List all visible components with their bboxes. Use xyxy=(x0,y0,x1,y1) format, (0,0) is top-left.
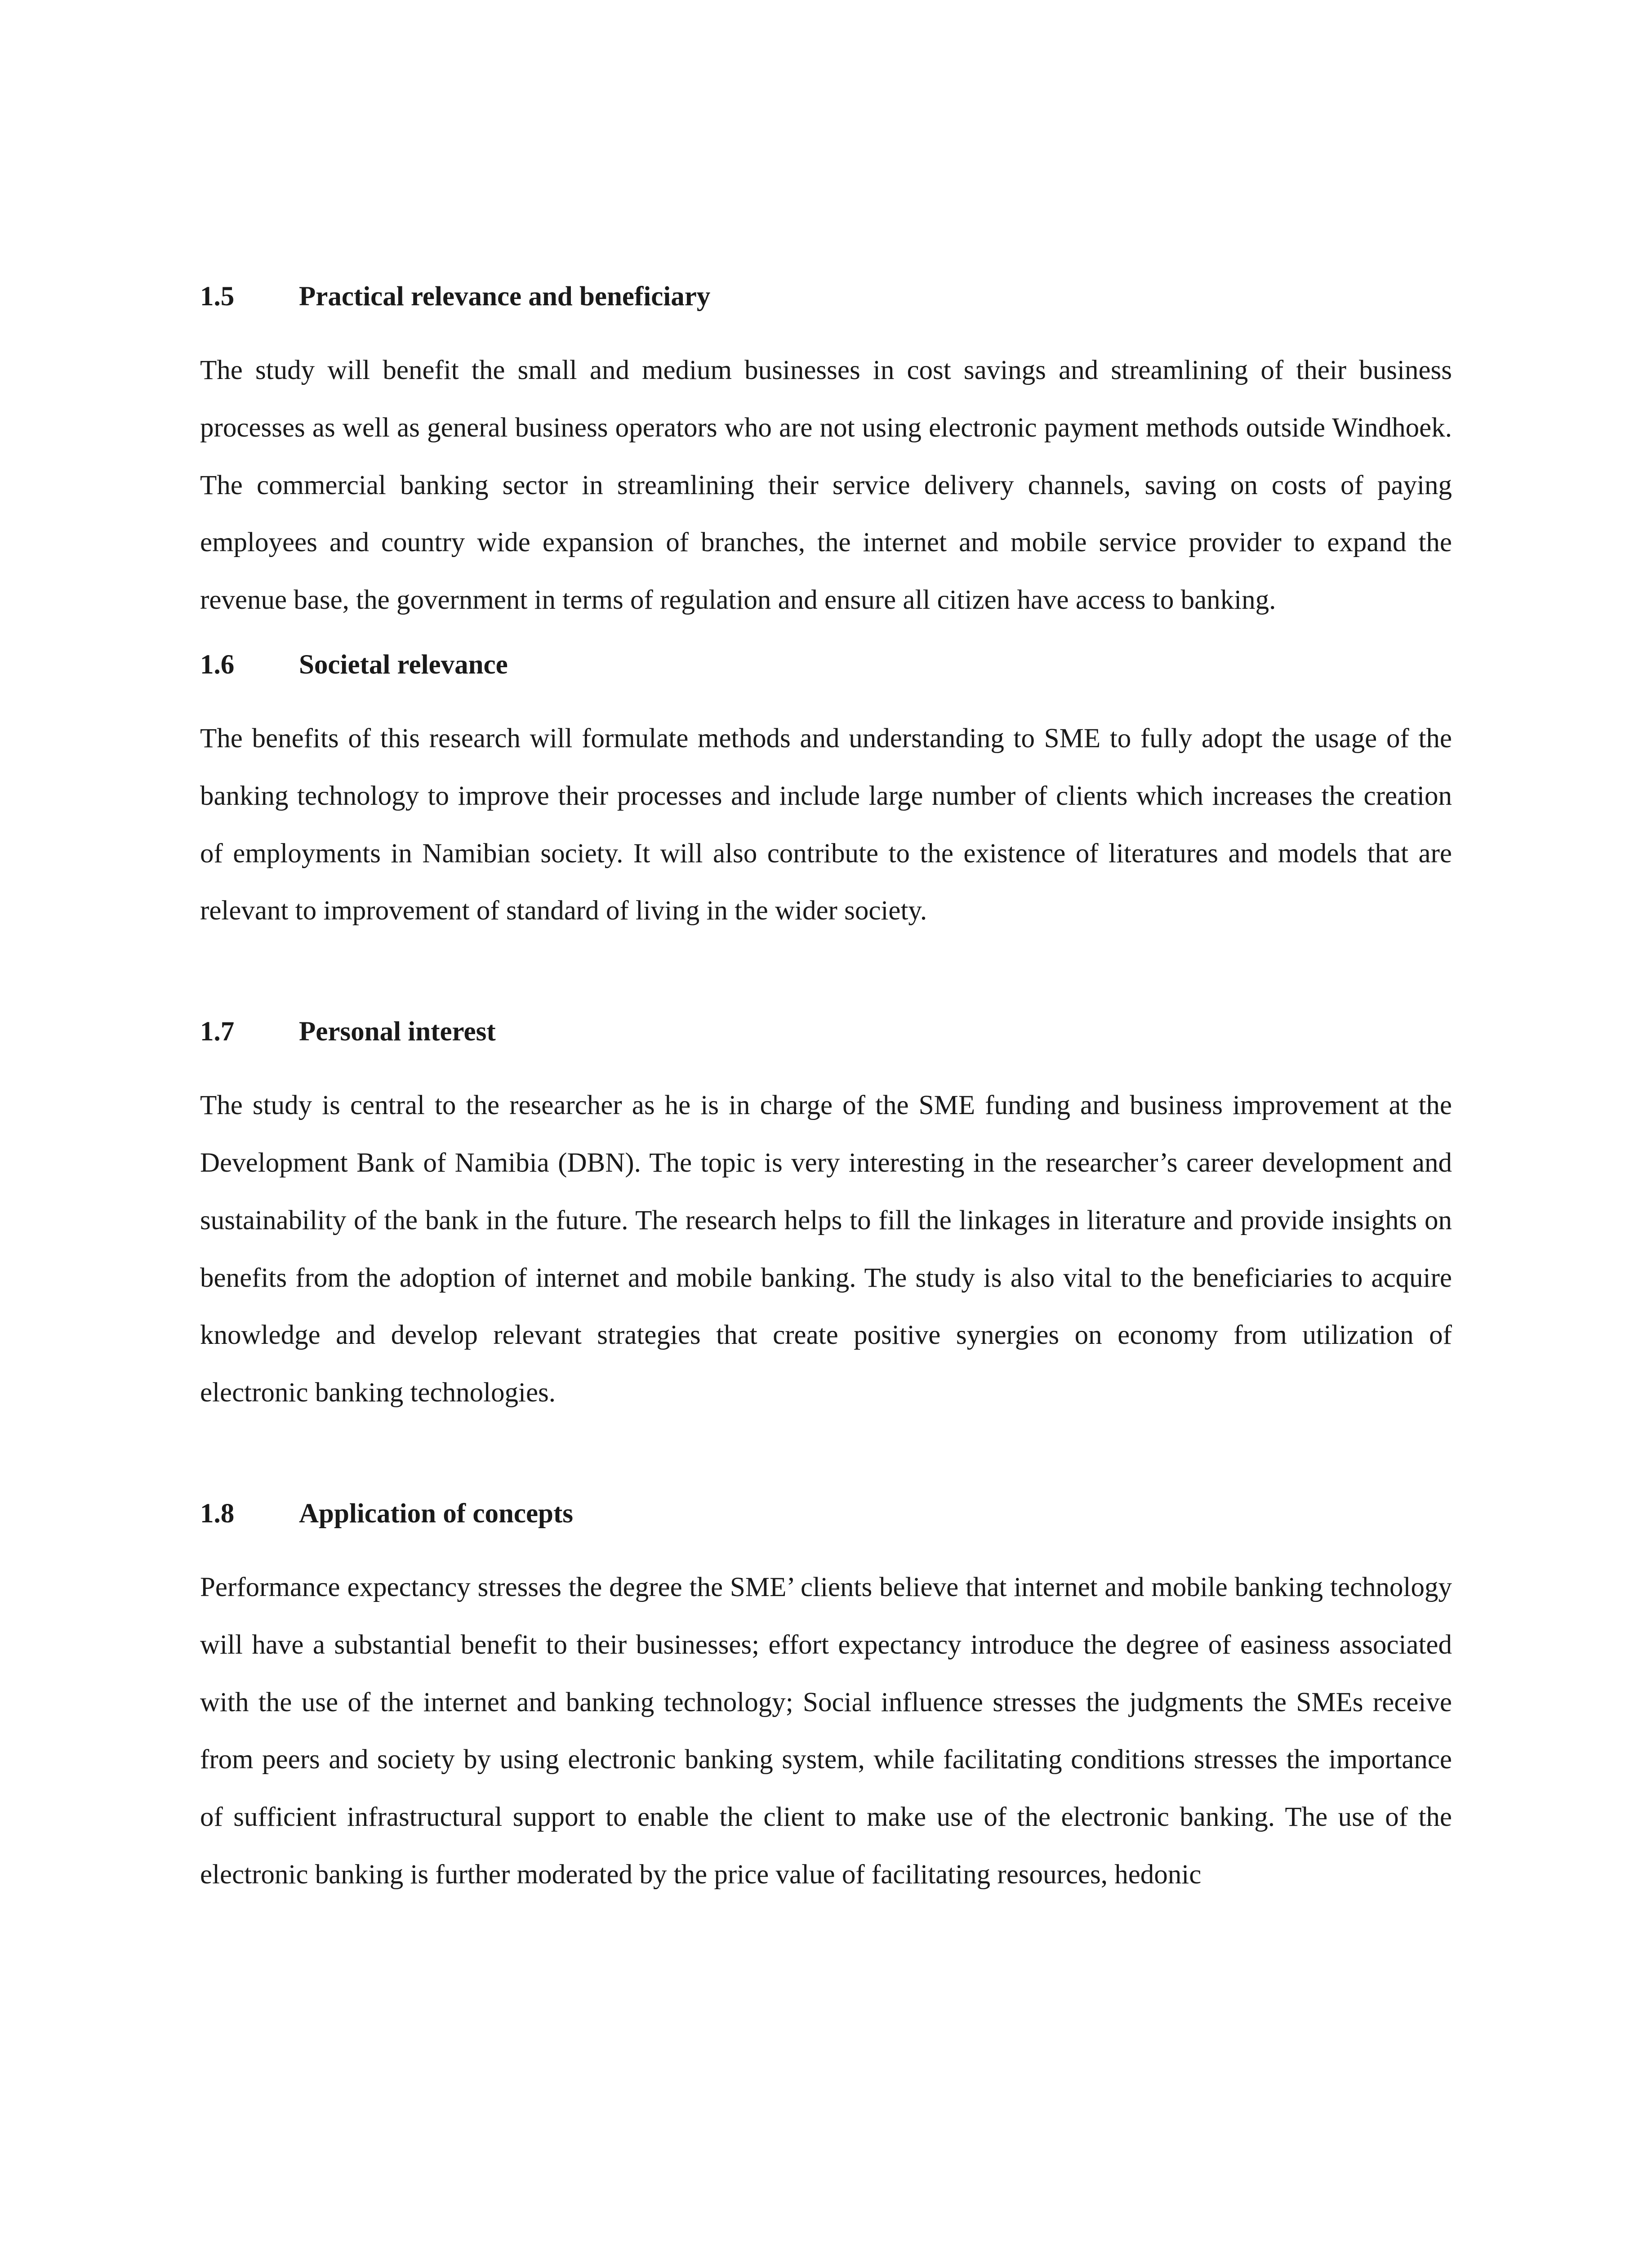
section-1-8 xyxy=(200,1491,1452,1904)
section-number: 1.8 xyxy=(200,1498,235,1529)
section-heading xyxy=(200,1491,1452,1536)
section-paragraph: The study will benefit the small and medium businesses in cost savings and streamlining of their business processes as well as general business operators who are not using electronic payment methods outside Windhoek. The commercial banking sector in streamlining their service delivery channels, saving on costs of paying employees and country wide expansion of branches, the internet and mobile service provider to expand the revenue base, the government in terms of regulation and ensure all citizen have access to banking. xyxy=(200,355,1452,616)
section-1-6 xyxy=(200,642,1452,940)
section-1-5 xyxy=(200,274,1452,629)
section-title: Application of concepts xyxy=(299,1498,573,1529)
section-number: 1.7 xyxy=(200,1017,235,1047)
section-number: 1.5 xyxy=(200,281,235,312)
section-title: Practical relevance and beneficiary xyxy=(299,281,711,312)
section-1-7 xyxy=(200,1009,1452,1422)
section-heading xyxy=(200,274,1452,319)
section-number: 1.6 xyxy=(200,649,235,680)
section-title: Societal relevance xyxy=(299,649,508,680)
section-paragraph: The study is central to the researcher as he is in charge of the SME funding and business improvement at the Development Bank of Namibia (DBN). The topic is very interesting in the researcher’s career development and sustainability of the bank in the future. The research helps to fill the linkages in literature and provide insights on benefits from the adoption of internet and mobile banking. The study is also vital to the beneficiaries to acquire knowledge and develop relevant strategies that create positive synergies on economy from utilization of electronic banking technologies. xyxy=(200,1090,1452,1408)
section-title: Personal interest xyxy=(299,1017,496,1047)
page-content xyxy=(200,274,1452,1904)
section-heading xyxy=(200,1009,1452,1054)
section-heading xyxy=(200,642,1452,687)
section-paragraph: Performance expectancy stresses the degree the SME’ clients believe that internet and mobile banking technology will have a substantial benefit to their businesses; effort expectancy introduce the degree of easiness associated with the use of the internet and banking technology; Social influence stresses the judgments the SMEs receive from peers and society by using electronic banking system, while facilitating conditions stresses the importance of sufficient infrastructural support to enable the client to make use of the electronic banking. The use of the electronic banking is further moderated by the price value of facilitating resources, hedonic xyxy=(200,1572,1452,1890)
section-paragraph: The benefits of this research will formulate methods and understanding to SME to fully adopt the usage of the banking technology to improve their processes and include large number of clients which increases the creation of employments in Namibian society. It will also contribute to the existence of literatures and models that are relevant to improvement of standard of living in the wider society. xyxy=(200,723,1452,926)
